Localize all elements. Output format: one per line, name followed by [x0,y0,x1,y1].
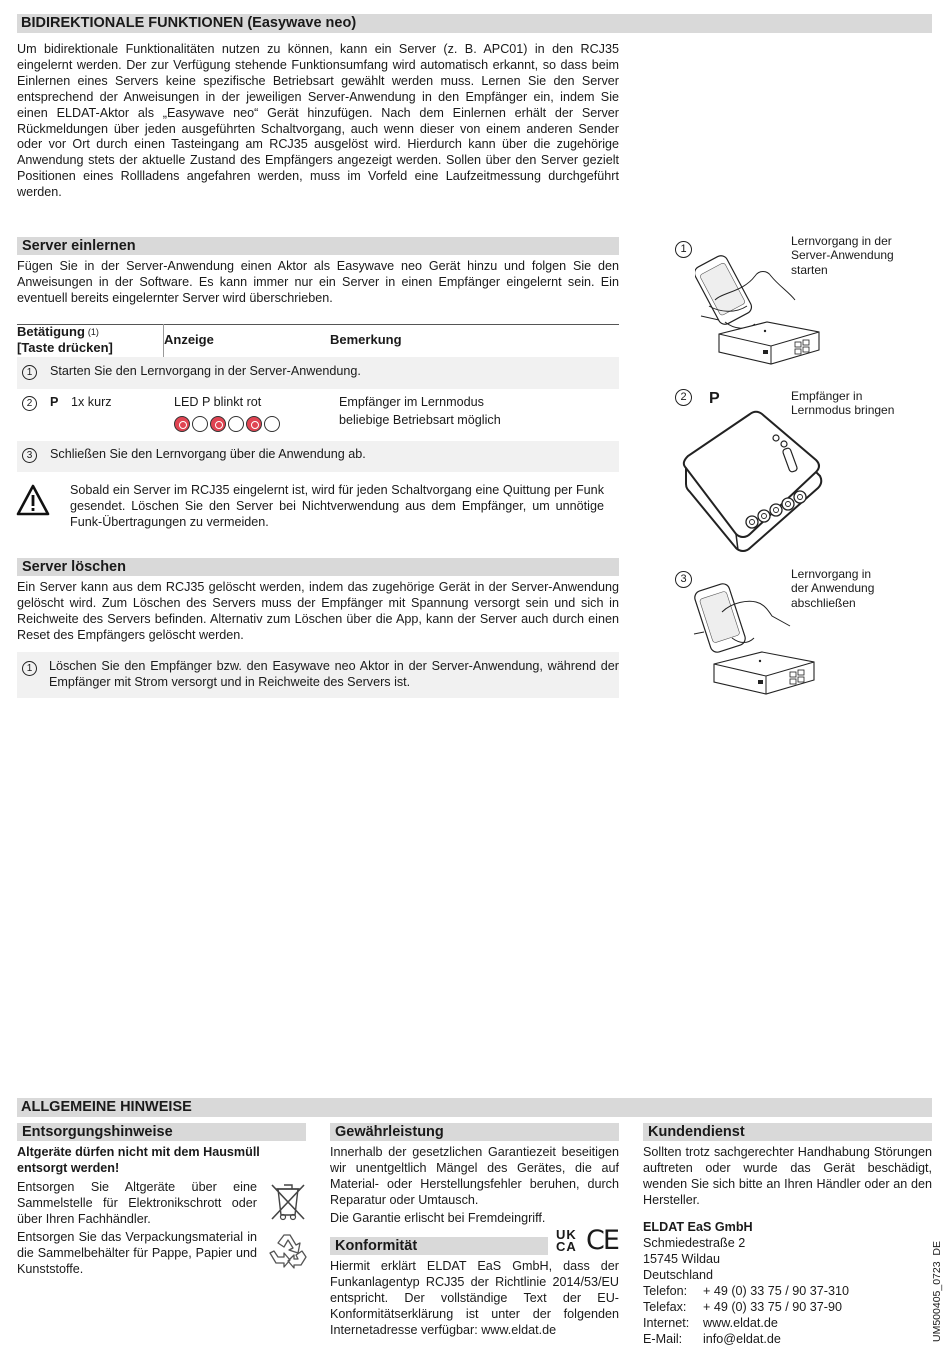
title-entsorgung: Entsorgungshinweise [17,1123,306,1141]
header-taste-label: [Taste drücken] [17,340,113,355]
table-header-bemerkung: Bemerkung [330,332,402,347]
address-city: 15745 Wildau [643,1252,721,1266]
bidirectional-body: Um bidirektionale Funktionalitäten nutzen zu können, kann ein Server (z. B. APC01) in den RCJ35 eingelernt werden. Der zur Verfügung stehende Funktionsumfang wird automatisch erkannt, so dass beim Einlernen eines Servers keine spezifische Betriebsart gewählt werden muss. Lernen Sie den Server entsprechend der Anweisungen in der jeweiligen Server-Anwendung in den Empfänger ein, indem Sie einen ELDAT-Aktor als „Easywave neo“ Gerät hinzufügen. Nach dem Einlernen erhält der Server Rückmeldungen über jeden ausgeführten Schaltvorgang, auch wenn dieser von einem anderen Sender oder vor Ort durch einen Tasteingang am RCJ35 ausgelöst wird. Hierdurch kann über die zugehörige Anwendung stets der aktuelle Zustand des Empfängers angezeigt werden. Sollen über den Server gezielt Positionen eines Rollladens angefahren werden, muss im Vorfeld eine Laufzeitmessung durchgeführt werden. [17,42,619,200]
table-header-betaetigung [17,324,164,357]
note-lernmodus: Empfänger im Lernmodus [339,395,484,409]
figure-number-1: 1 [675,241,692,258]
entsorgung-p1: Entsorgen Sie Altgeräte über eine Sammelstelle für Elektronikschrott oder über Ihren Fachhändler. [17,1180,257,1226]
table-row-step-1 [17,357,619,389]
address-country: Deutschland [643,1268,714,1282]
led-status-text: LED P blinkt rot [174,395,262,409]
gewaehr-p2: Die Garantie erlischt bei Fremdeingriff. [330,1210,546,1225]
table-row-step-2 [17,389,619,441]
web-label: Internet: [643,1316,690,1330]
title-konformitaet: Konformität [330,1237,548,1255]
led-on-indicator [210,416,226,432]
document-id: UM500405_0723 DE [931,1241,943,1342]
receiver-device-illustration [680,408,830,553]
loeschen-step-number: 1 [22,661,37,676]
figure-1-caption-line: starten [791,262,828,277]
figure-number-3: 3 [675,571,692,588]
section-title-server-loeschen: Server löschen [17,558,619,576]
title-gewaehrleistung: Gewährleistung [330,1123,619,1141]
loeschen-step-text: Löschen Sie den Empfänger bzw. den Easywave neo Aktor in der Server-Anwendung, während der Empfänger mit Strom versorgt und in Reichweite des Servers ist. [49,659,619,689]
figure-3-caption-line: der Anwendung [791,581,875,596]
recycling-icon [268,1229,308,1269]
contact-block [643,1219,932,1347]
phone-value: + 49 (0) 33 75 / 90 37-310 [703,1284,849,1298]
mail-link[interactable]: info@eldat.de [703,1332,781,1346]
note-betriebsart: beliebige Betriebsart möglich [339,413,501,427]
phone-hand-illustration-3 [692,572,832,700]
table-row-step-3 [17,441,619,472]
entsorgung-text [17,1180,257,1277]
konformitaet-text: Hiermit erklärt ELDAT EaS GmbH, dass der Funkanlagentyp RCJ35 der Richtlinie 2014/53/EU entspricht. Der vollständige Text der EU-Konformitätserklärung ist unter der folgenden Internetadresse verfügbar: www.eldat.de [330,1259,619,1337]
title-kundendienst: Kundendienst [643,1123,932,1141]
gewaehr-p1: Innerhalb der gesetzlichen Garantiezeit beseitigen wir unentgeltlich Mängel des Gerätes, die auf Material- oder Herstellungsfehler beruhen, durch Reparatur oder Umtausch. [330,1145,619,1207]
figure-3-caption-line: abschließen [791,595,856,610]
server-loeschen-body: Ein Server kann aus dem RCJ35 gelöscht werden, indem das zugehörige Gerät in der Server-Anwendung gelöscht wird. Zum Löschen des Servers muss der Empfänger mit Spannung versorgt sein und sich in Reichweite des Servers befinden. Alternativ zum Löschen über die App, kann der Server auch durch einen Reset des Empfängers gelöscht werden. [17,580,619,642]
web-link[interactable]: www.eldat.de [703,1316,778,1330]
web-row [643,1315,932,1331]
table-header-anzeige: Anzeige [164,332,214,347]
step-1-text: Starten Sie den Lernvorgang in der Server-Anwendung. [50,364,361,378]
section-title-allgemein: ALLGEMEINE HINWEISE [17,1098,932,1117]
figure-number-2: 2 [675,389,692,406]
step-number-3: 3 [22,448,37,463]
led-off-indicator [192,416,208,432]
step-number-2: 2 [22,396,37,411]
figure-2-key-p: P [709,390,720,407]
weee-bin-icon [268,1181,308,1223]
company-name: ELDAT EaS GmbH [643,1220,753,1234]
ukca-top: UK [556,1227,577,1242]
section-title-bidirectional: BIDIREKTIONALE FUNKTIONEN (Easywave neo) [17,14,932,33]
entsorgung-bold: Altgeräte dürfen nicht mit dem Hausmüll entsorgt werden! [17,1145,260,1175]
phone-label: Telefon: [643,1284,688,1298]
warning-icon [16,484,50,516]
kundendienst-text: Sollten trotz sachgerechter Handhabung Störungen auftreten oder wurde das Gerät beschädigt, wenden Sie sich bitte an Ihren Händler oder an den Hersteller. [643,1145,932,1207]
warning-text: Sobald ein Server im RCJ35 eingelernt ist, wird für jeden Schaltvorgang eine Quittung per Funk gesendet. Löschen Sie den Server bei Nichtverwendung aus dem Empfänger, um unnötige Funk-Übertragungen zu vermeiden. [70,483,604,529]
press-count: 1x kurz [71,395,112,409]
address-street: Schmiedestraße 2 [643,1236,746,1250]
step-number-1: 1 [22,365,37,380]
key-p-label: P [50,395,59,409]
step-3-text: Schließen Sie den Lernvorgang über die Anwendung ab. [50,447,366,461]
fax-value: + 49 (0) 33 75 / 90 37-90 [703,1300,842,1314]
mail-row [643,1331,932,1347]
led-on-indicator [246,416,262,432]
mail-label: E-Mail: [643,1332,683,1346]
header-betaetigung-label: Betätigung [17,324,85,339]
ukca-mark [556,1229,577,1253]
phone-hand-illustration-1 [695,240,835,370]
figure-1-caption-line: Lernvorgang in der [791,234,892,248]
led-on-indicator [174,416,190,432]
server-einlernen-body: Fügen Sie in der Server-Anwendung einen Aktor als Easywave neo Gerät hinzu und folgen Sie den Anweisungen in der Software. Es kann immer nur ein Server in einen Empfänger eingelernt sein. Ein eventuell bereits eingelernter Server wird überschrieben. [17,259,619,305]
loeschen-step-row [17,652,619,698]
entsorgung-p2: Entsorgen Sie das Verpackungsmaterial in die Sammelbehälter für Pappe, Papier und Kunststoffe. [17,1229,257,1276]
figure-2-caption-line: Empfänger in [791,389,863,403]
led-off-indicator [264,416,280,432]
fax-label: Telefax: [643,1300,687,1314]
ukca-bottom: CA [556,1239,577,1254]
phone-row [643,1283,932,1299]
ce-mark: CE [586,1225,618,1256]
footnote-marker: (1) [87,327,99,337]
led-blink-pattern [174,416,282,432]
gewaehrleistung-text [330,1145,619,1227]
figure-3-caption-line: Lernvorgang in [791,567,872,581]
section-title-server-einlernen: Server einlernen [17,237,619,255]
led-off-indicator [228,416,244,432]
fax-row [643,1299,932,1315]
figure-1-caption-line: Server-Anwendung [791,248,894,263]
figure-2-caption-line: Lernmodus bringen [791,403,895,418]
